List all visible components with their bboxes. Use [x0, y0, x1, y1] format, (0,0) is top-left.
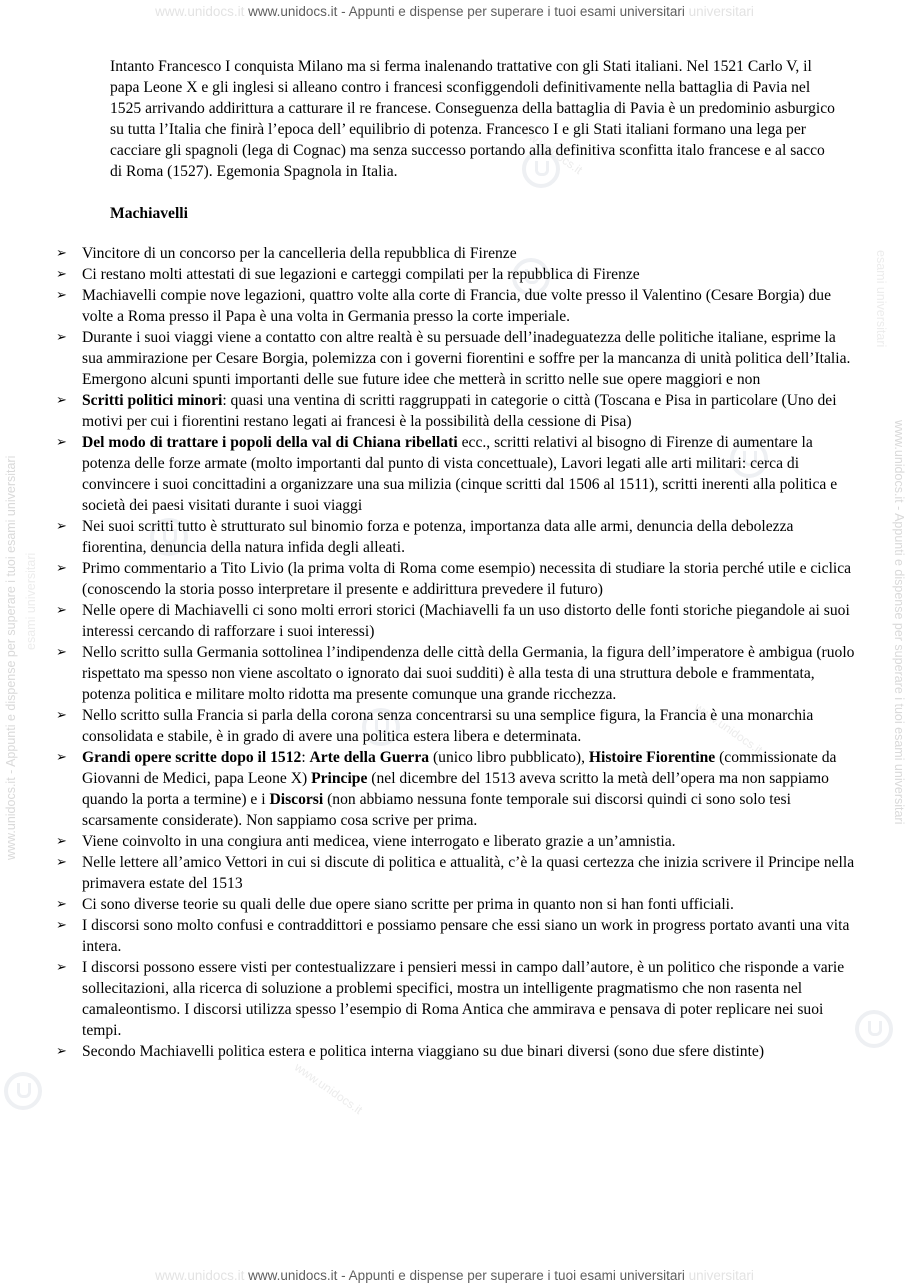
list-item-bold: Del modo di trattare i popoli della val di Chiana ribellati	[82, 434, 458, 451]
list-item-text: Ci sono diverse teorie su quali delle due opere siano scritte per prima in quanto non si han fonti ufficiali.	[82, 896, 734, 913]
arrow-bullet-icon: ➢	[56, 834, 67, 849]
right-side-watermark: www.unidocs.it - Appunti e dispense per superare i tuoi esami universitari	[892, 420, 906, 825]
list-item-bold: Scritti politici minori	[82, 392, 223, 409]
list-item	[0, 558, 857, 600]
arrow-bullet-icon: ➢	[56, 960, 67, 975]
arrow-bullet-icon: ➢	[56, 519, 67, 534]
list-item	[0, 264, 857, 285]
list-item-text: Secondo Machiavelli politica estera e politica interna viaggiano su due binari diversi (sono due sfere distinte)	[82, 1043, 765, 1060]
header-ghost-right: universitari	[688, 4, 754, 19]
arrow-bullet-icon: ➢	[56, 393, 67, 408]
list-item	[0, 852, 857, 894]
arrow-bullet-icon: ➢	[56, 435, 67, 450]
arrow-bullet-icon: ➢	[56, 750, 67, 765]
list-item	[0, 327, 857, 390]
list-item-text: I discorsi sono molto confusi e contraddittori e possiamo pensare che essi siano un work in progress portato avanti una vita intera.	[82, 917, 850, 955]
list-item	[0, 957, 857, 1041]
header-watermark-text: www.unidocs.it - Appunti e dispense per superare i tuoi esami universitari	[248, 4, 685, 19]
list-item	[0, 894, 857, 915]
list-item	[0, 831, 857, 852]
left-side-watermark: www.unidocs.it - Appunti e dispense per superare i tuoi esami universitari	[4, 455, 18, 860]
list-item-text: Nelle opere di Machiavelli ci sono molti errori storici (Machiavelli fa un uso distorto delle fonti storiche piegandole ai suoi interessi cercando di rafforzare i suoi interessi)	[82, 602, 850, 640]
list-item-text: Nello scritto sulla Germania sottolinea l’indipendenza delle città della Germania, la figura dell’imperatore è ambigua (ruolo rispettato ma spesso non viene ascoltato o ignorato dai suoi sudditi) è alla testa di una struttura debole e frammentata, potenza politica e militare molto ridotta ma presente comunque una grande ricchezza.	[82, 644, 855, 703]
diagonal-watermark: www.unidocs.it	[691, 700, 766, 757]
arrow-bullet-icon: ➢	[56, 1044, 67, 1059]
list-item	[0, 642, 857, 705]
list-item-text: Vincitore di un concorso per la cancelleria della repubblica di Firenze	[82, 245, 517, 262]
footer-watermark-text: www.unidocs.it - Appunti e dispense per superare i tuoi esami universitari	[248, 1268, 685, 1283]
list-item-text: Ci restano molti attestati di sue legazioni e carteggi compilati per la repubblica di Firenze	[82, 266, 640, 283]
arrow-bullet-icon: ➢	[56, 708, 67, 723]
list-item	[0, 915, 857, 957]
left-side-watermark-faint: esami universitari	[24, 552, 38, 650]
list-item-bold: Arte della Guerra	[309, 749, 430, 766]
arrow-bullet-icon: ➢	[56, 603, 67, 618]
list-item-text: : quasi una ventina di scritti raggruppati in categorie o città (Toscana e Pisa in particolare (Uno dei motivi per cui i fiorentini restano legati ai francesi è la possibilità della cessione di Pisa)	[82, 392, 837, 430]
list-item	[0, 516, 857, 558]
list-item-text: I discorsi possono essere visti per contestualizzare i pensieri messi in campo dall’autore, è un politico che risponde a varie sollecitazioni, alla ricerca di soluzione a problemi specifici, mostra un intelligente pragmatismo che non rasenta nel camaleontismo. I discorsi utilizza spesso l’esempio di Roma Antica che ammirava e pensava di poter replicare nei suoi tempi.	[82, 959, 845, 1039]
right-side-watermark-faint: esami universitari	[874, 250, 888, 348]
arrow-bullet-icon: ➢	[56, 645, 67, 660]
list-item-text: (unico libro pubblicato),	[429, 749, 589, 766]
intro-paragraph: Intanto Francesco I conquista Milano ma si ferma inalenando trattative con gli Stati italiani. Nel 1521 Carlo V, il papa Leone X e gli inglesi si alleano contro i francesi sconfiggendoli definitivamente nella battaglia di Pavia nel 1525 arrivando addirittura a catturare il re francese. Conseguenza della battaglia di Pavia è un predominio asburgico su tutta l’Italia che finirà l’epoca dell’ equilibrio di potenza. Francesco I e gli Stati italiani formano una lega per cacciare gli spagnoli (lega di Cognac) ma senza successo portando alla definitiva sconfitta italo francese e al sacco di Roma (1527). Egemonia Spagnola in Italia.	[110, 58, 835, 180]
list-item-text: Durante i suoi viaggi viene a contatto con altre realtà è su persuade dell’inadeguatezza delle politiche italiane, esprime la sua ammirazione per Cesare Borgia, polemizza con i governi fiorentini e soffre per la mancanza di unità politica dell’Italia. Emergono alcuni spunti importanti delle sue future idee che metterà in scritto nelle sue opere maggiori e non	[82, 329, 851, 388]
list-item-text: (non abbiamo nessuna fonte temporale sui discorsi quindi ci sono solo tesi scarsamente considerate). Non sappiamo cosa scrive per prima.	[82, 791, 791, 829]
arrow-bullet-icon: ➢	[56, 918, 67, 933]
list-item	[0, 705, 857, 747]
list-item-text: ecc., scritti relativi al bisogno di Firenze di aumentare la potenza delle forze armate (molto importanti dal punto di vista concettuale), Lavori legati alle arti militari: cerca di convincere i suoi concittadini a organizzare una sua milizia (cinque scritti dal 1506 al 1511), scritti inerenti alla politica e società dei paesi visitati durante i suoi viaggi	[82, 434, 838, 514]
diagonal-watermark: www.unidocs.it	[291, 1060, 366, 1117]
section-heading: Machiavelli	[110, 205, 188, 222]
document-body	[0, 56, 909, 1062]
list-item-bold: Grandi opere scritte dopo il 1512	[82, 749, 302, 766]
arrow-bullet-icon: ➢	[56, 855, 67, 870]
list-item	[0, 1041, 857, 1062]
header-watermark	[0, 4, 909, 19]
arrow-bullet-icon: ➢	[56, 561, 67, 576]
unidocs-logo-icon	[4, 1072, 42, 1110]
list-item-text: Primo commentario a Tito Livio (la prima volta di Roma come esempio) necessita di studiare la storia perché utile e ciclica (conoscendo la storia posso interpretare il presente e addirittura prevedere il futuro)	[82, 560, 852, 598]
list-item-text: :	[301, 749, 310, 766]
arrow-bullet-icon: ➢	[56, 246, 67, 261]
arrow-bullet-icon: ➢	[56, 288, 67, 303]
list-item-bold: Histoire Fiorentine	[588, 749, 716, 766]
list-item-text: (nel dicembre del 1513 aveva scritto la metà dell’opera ma non sappiamo quando la porta a termine) e i	[82, 770, 829, 808]
list-item-text: Nelle lettere all’amico Vettori in cui si discute di politica e attualità, c’è la quasi certezza che inizia scrivere il Principe nella primavera estate del 1513	[82, 854, 855, 892]
diagonal-watermark: www.unidocs.it	[511, 120, 586, 177]
header-ghost-left: www.unidocs.it	[155, 4, 245, 19]
list-item-bold: Discorsi	[269, 791, 324, 808]
footer-ghost-right: universitari	[688, 1268, 754, 1283]
arrow-bullet-icon: ➢	[56, 330, 67, 345]
list-item	[0, 243, 857, 264]
list-item	[0, 747, 857, 831]
list-item-text: (commissionate da Giovanni de Medici, papa Leone X)	[82, 749, 837, 787]
list-item	[0, 285, 857, 327]
list-item-text: Machiavelli compie nove legazioni, quattro volte alla corte di Francia, due volte presso il Valentino (Cesare Borgia) due volte a Roma presso il Papa è una volta in Germania presso la corte imperiale.	[82, 287, 831, 325]
list-item-text: Viene coinvolto in una congiura anti medicea, viene interrogato e liberato grazie a un’amnistia.	[82, 833, 676, 850]
list-item	[0, 600, 857, 642]
arrow-bullet-icon: ➢	[56, 897, 67, 912]
footer-watermark	[0, 1268, 909, 1283]
list-item-text: Nello scritto sulla Francia si parla della corona senza concentrarsi su una semplice figura, la Francia è una monarchia consolidata e stabile, è in grado di avere una politica estera libera e determinata.	[82, 707, 814, 745]
list-item-text: Nei suoi scritti tutto è strutturato sul binomio forza e potenza, importanza data alle armi, denuncia della debolezza fiorentina, denuncia della natura infida degli alleati.	[82, 518, 794, 556]
footer-ghost-left: www.unidocs.it	[155, 1268, 245, 1283]
arrow-bullet-icon: ➢	[56, 267, 67, 282]
list-item	[0, 432, 857, 516]
bullet-list	[0, 243, 909, 1062]
list-item-bold: Principe	[311, 770, 368, 787]
list-item	[0, 390, 857, 432]
